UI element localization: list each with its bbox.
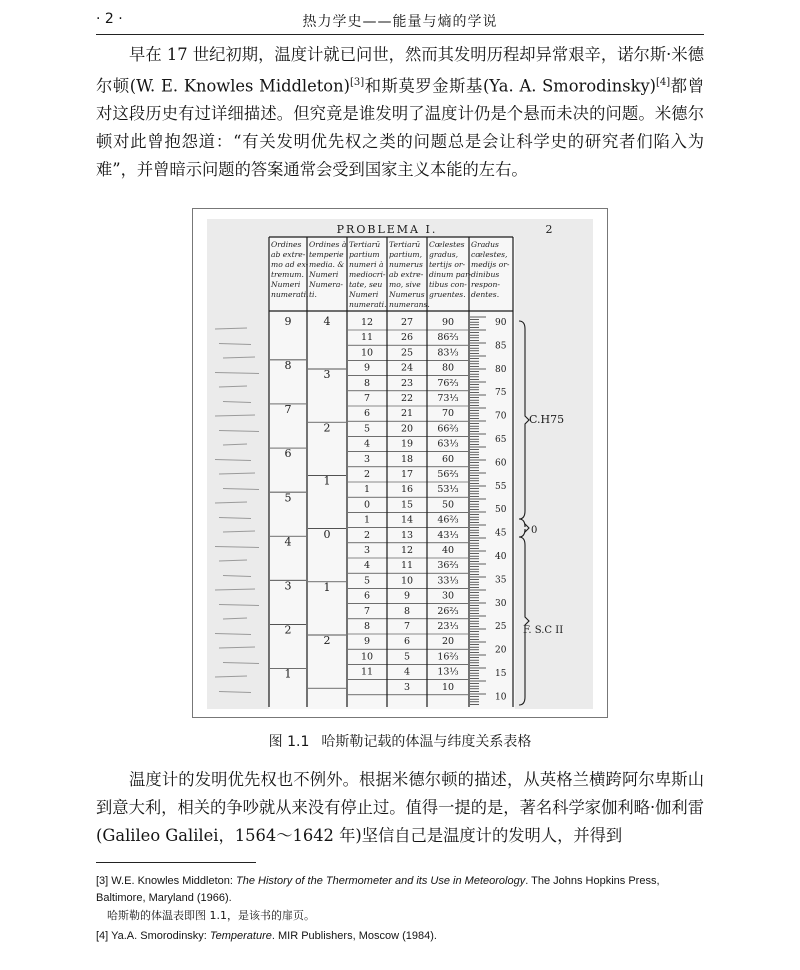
celestial-degree-value: 50 (441, 499, 455, 511)
column-header-line: cœlestes, (471, 250, 508, 259)
scale-degree-value: 15 (495, 669, 507, 679)
tertia-extremo-value: 19 (400, 438, 414, 450)
column-header-line: gradus, (429, 250, 459, 259)
column-header-line: numerati. (349, 300, 387, 309)
scale-degree-value: 50 (495, 505, 507, 516)
tertia-extremo-value: 9 (403, 590, 411, 602)
tertia-extremo-value: 20 (400, 423, 414, 435)
column-header-line: Cœlestes (429, 240, 465, 249)
column-header-line: tate, seu (349, 280, 383, 289)
celestial-degree-value: 56⅔ (437, 469, 459, 480)
para1-text-3: 都曾对这段历史有过详细描述。但究竟是谁发明了温度计仍是个悬而未决的问题。米德尔顿对此曾抱怨道：“有关发明优先权之类的问题总是会让科学史的研究者们陷入为难”，并曾暗示问题的答案通常会受到国家主义本能的左右。 (96, 76, 704, 179)
celestial-degree-value: 33⅓ (437, 575, 459, 587)
ordinal-value: 3 (284, 579, 292, 593)
column-header-line: temperie (309, 250, 344, 259)
tertia-value: 3 (363, 453, 371, 465)
celestial-degree-value: 70 (441, 408, 455, 420)
tertia-extremo-value: 25 (400, 347, 414, 359)
column-header-line: ab extre- (389, 270, 424, 279)
column-header-line: Numerus (389, 290, 425, 299)
figure-caption-text: 哈斯勒记载的体温与纬度关系表格 (321, 734, 532, 750)
tertia-value: 5 (363, 575, 371, 587)
column-header-line: partium, (389, 250, 423, 259)
tertia-value: 11 (360, 332, 374, 344)
column-header-line: respon- (471, 280, 500, 289)
column-header-line: partium (349, 250, 380, 259)
column-header-line: Ordines à (309, 240, 347, 249)
column-header-line: mo ad ex- (271, 260, 309, 269)
tertia-extremo-value: 7 (403, 621, 411, 632)
tertia-extremo-value: 13 (400, 529, 414, 541)
celestial-degree-value: 36⅔ (437, 560, 459, 572)
tertia-value: 12 (360, 317, 374, 328)
celestial-degree-value: 23⅓ (437, 621, 459, 632)
celestial-degree-value: 26⅔ (437, 605, 459, 617)
celestial-degree-value: 43⅓ (437, 529, 459, 541)
tertia-extremo-value: 11 (400, 560, 414, 572)
tertia-extremo-value: 10 (400, 575, 414, 587)
tertia-value: 10 (360, 347, 374, 359)
footnote-3-note: 哈斯勒的体温表即图 1.1，是该书的扉页。 (107, 909, 315, 922)
tertia-value: 4 (363, 438, 371, 450)
ordinal-value: 1 (284, 667, 292, 681)
ordinal-value: 6 (284, 447, 292, 461)
side-label-ch: C.H75 (529, 413, 565, 426)
ordinal-value: 2 (284, 623, 292, 637)
celestial-degree-value: 53⅓ (437, 484, 459, 496)
tertia-extremo-value: 18 (400, 453, 414, 465)
scale-degree-value: 80 (495, 364, 507, 375)
body-paragraph-2: 温度计的发明优先权也不例外。根据米德尔顿的描述，从英格兰横跨阿尔卑斯山到意大利，相关的争吵就从来没有停止过。值得一提的是，著名科学家伽利略·伽利雷(Galileo Galilei，1564～1642 年)坚信自己是温度计的发明人，并得到 (96, 770, 704, 845)
tertia-value: 7 (363, 393, 371, 404)
column-header-line: medijs or- (471, 260, 510, 269)
celestial-degree-value: 76⅔ (437, 377, 459, 389)
column-header-line: Numeri (271, 280, 301, 289)
tertia-value: 6 (363, 590, 371, 602)
tertia-value: 8 (363, 621, 371, 632)
scale-degree-value: 20 (495, 645, 507, 656)
temperie-value: 2 (323, 421, 331, 435)
celestial-degree-value: 16⅔ (437, 651, 459, 663)
footnote-ref-3[interactable]: [3] (349, 76, 365, 88)
footnote-4-prefix: [4] Ya.A. Smorodinsky: (96, 930, 210, 942)
tertia-extremo-value: 5 (403, 651, 411, 663)
celestial-degree-value: 30 (441, 590, 455, 602)
scanned-table-svg (207, 219, 593, 709)
tertia-value: 9 (363, 362, 371, 374)
tertia-extremo-value: 6 (403, 636, 411, 648)
tertia-value: 2 (363, 469, 371, 480)
temperie-value: 2 (323, 634, 331, 648)
celestial-degree-value: 40 (441, 545, 455, 556)
tertia-extremo-value: 3 (403, 681, 411, 693)
footnote-3-prefix: [3] W.E. Knowles Middleton: (96, 875, 237, 887)
figure-caption (0, 731, 800, 751)
column-header-line: tremum. (271, 270, 304, 279)
column-header-line: dinibus (471, 270, 500, 279)
temperie-value: 1 (323, 581, 331, 594)
ordinal-value: 8 (284, 359, 292, 373)
temperie-value: 0 (323, 527, 331, 541)
ordinal-value: 7 (284, 403, 292, 417)
ordinal-value: 4 (284, 535, 292, 549)
ordinal-value: 9 (284, 315, 292, 328)
tertia-extremo-value: 23 (400, 377, 414, 389)
celestial-degree-value: 83⅓ (437, 347, 459, 359)
footnote-3-suffix: . The Johns Hopkins Press, Baltimore, Maryland (1966). (96, 875, 660, 904)
tertia-value: 10 (360, 651, 374, 663)
scale-degree-value: 60 (495, 458, 507, 469)
tertia-value: 9 (363, 636, 371, 648)
footnote-ref-4[interactable]: [4] (656, 76, 671, 88)
temperie-value: 3 (323, 368, 331, 382)
page-number: · 2 · (96, 11, 123, 27)
scale-degree-value: 35 (495, 575, 507, 586)
tertia-extremo-value: 8 (403, 605, 411, 617)
temperie-value: 1 (323, 474, 331, 488)
column-header-line: media. & (309, 260, 345, 269)
tertia-value: 1 (363, 514, 371, 526)
column-header-line: dinum par- (429, 270, 472, 279)
celestial-degree-value: 90 (441, 317, 455, 328)
footnote-4-suffix: . MIR Publishers, Moscow (1984). (271, 930, 437, 942)
column-header-line: mo, sive (389, 280, 421, 289)
celestial-degree-value: 60 (441, 453, 455, 465)
footnote-3-title: The History of the Thermometer and its Use in Meteorology (236, 875, 526, 887)
column-header-line: numerans. (389, 300, 430, 309)
scale-degree-value: 10 (495, 692, 507, 703)
scale-degree-value: 30 (495, 598, 507, 609)
celestial-degree-value: 73⅓ (437, 393, 459, 404)
column-header-line: Numeri (309, 270, 339, 279)
tertia-value: 6 (363, 408, 371, 420)
tertia-value: 3 (363, 545, 371, 556)
scale-degree-value: 85 (495, 341, 507, 352)
column-header-line: Numeri (349, 290, 379, 299)
column-header-line: dentes. (471, 290, 500, 299)
celestial-degree-value: 46⅔ (437, 514, 459, 526)
figure-number: 图 1.1 (268, 734, 310, 750)
tertia-value: 2 (363, 529, 371, 541)
tertia-value: 7 (363, 605, 371, 617)
celestial-degree-value: 63⅓ (437, 438, 459, 450)
tertia-extremo-value: 24 (400, 362, 414, 374)
column-header-line: Tertiarū (349, 240, 381, 249)
column-header-line: Tertiarū (389, 240, 421, 249)
temperie-value: 4 (323, 315, 331, 328)
side-label-fsc: F. S.C II (523, 625, 564, 636)
scale-degree-value: 25 (495, 622, 507, 633)
column-header-line: ti. (309, 290, 317, 299)
tertia-extremo-value: 15 (400, 499, 414, 511)
ordinal-value: 5 (284, 491, 292, 505)
tertia-extremo-value: 4 (403, 666, 411, 678)
column-header-line: tertijs or- (429, 260, 466, 269)
celestial-degree-value: 20 (441, 636, 455, 648)
para1-text-2: 和斯莫罗金斯基(Ya. A. Smorodinsky) (364, 76, 657, 96)
scan-corner-number: 2 (545, 223, 553, 236)
column-header-line: Gradus (471, 240, 499, 249)
column-header-line: gruentes. (429, 290, 466, 299)
scanned-table-image (207, 219, 593, 709)
footnote-4 (96, 928, 704, 945)
scale-degree-value: 90 (495, 318, 507, 328)
tertia-extremo-value: 16 (400, 484, 414, 496)
running-title: 热力学史——能量与熵的学说 (302, 14, 498, 30)
tertia-value: 5 (363, 423, 371, 435)
column-header-line: tibus con- (429, 280, 467, 289)
scale-degree-value: 55 (495, 481, 507, 492)
scale-degree-value: 70 (495, 411, 507, 422)
tertia-extremo-value: 26 (400, 332, 414, 344)
tertia-extremo-value: 12 (400, 545, 414, 556)
tertia-value: 0 (363, 499, 371, 511)
running-header (96, 8, 704, 35)
para1-text-1: 早在 17 世纪初期，温度计就已问世，然而其发明历程却异常艰辛，诺尔斯·米德尔顿(W. E. Knowles Middleton) (96, 45, 704, 96)
column-header-line: numerati. (271, 290, 309, 299)
tertia-value: 8 (363, 377, 371, 389)
celestial-degree-value: 66⅔ (437, 423, 459, 435)
footnote-divider (96, 862, 256, 863)
column-header-line: numerus (389, 260, 423, 269)
tertia-value: 4 (363, 560, 371, 572)
scale-degree-value: 40 (495, 552, 507, 562)
tertia-value: 11 (360, 666, 374, 678)
column-header-line: Ordines (271, 240, 302, 249)
celestial-degree-value: 80 (441, 362, 455, 374)
figure-frame (192, 208, 608, 718)
tertia-extremo-value: 27 (400, 317, 414, 328)
footnote-4-title: Temperature (209, 930, 272, 942)
celestial-degree-value: 86⅔ (437, 332, 459, 344)
tertia-extremo-value: 14 (400, 514, 414, 526)
side-label-zero: 0 (531, 525, 538, 536)
footnote-3 (96, 873, 704, 907)
scale-degree-value: 45 (495, 528, 507, 539)
column-header-line: numeri à (349, 260, 384, 269)
column-header-line: ab extre- (271, 250, 306, 259)
tertia-value: 1 (363, 484, 371, 496)
column-header-line: Numera- (309, 280, 343, 289)
tertia-extremo-value: 17 (400, 469, 414, 480)
celestial-degree-value: 13⅓ (437, 666, 459, 678)
scan-heading: PROBLEMA I. (336, 223, 438, 236)
body-paragraph-1 (96, 41, 704, 183)
scale-degree-value: 65 (495, 435, 507, 445)
scale-degree-value: 75 (495, 388, 507, 399)
celestial-degree-value: 10 (441, 681, 455, 693)
tertia-extremo-value: 21 (400, 408, 414, 420)
tertia-extremo-value: 22 (400, 393, 414, 404)
column-header-line: mediocri- (349, 270, 386, 279)
